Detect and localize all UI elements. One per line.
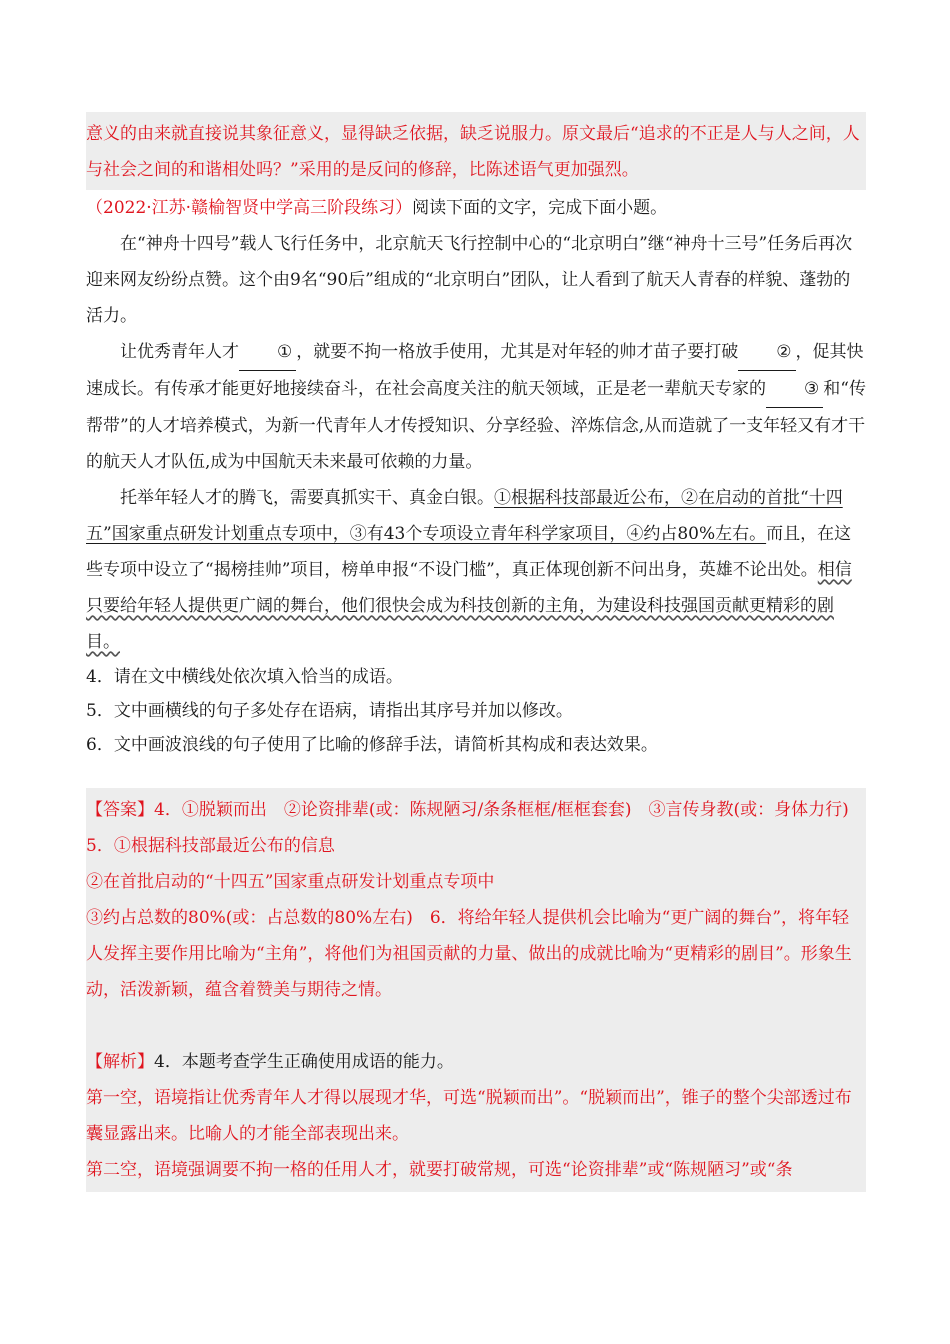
answer-block: [86, 788, 866, 1034]
passage-paragraph-3: [86, 480, 866, 660]
paragraph-2-part-b: ，就要不拘一格放手使用，尤其是对年轻的帅才苗子要打破: [296, 342, 739, 362]
paragraph-3-part-b: 而且，在这些专项中设立了“揭榜挂帅”项目，榜单申报“不设门槛”，真正体现创新不问出身，英雄不论出处。: [86, 524, 852, 580]
analysis-tag: 【解析】: [86, 1052, 154, 1072]
paragraph-2-part-a: 让优秀青年人才: [120, 342, 239, 362]
question-5: 5．文中画横线的句子多处存在语病，请指出其序号并加以修改。: [86, 701, 573, 721]
document-page: [86, 112, 866, 1192]
paragraph-2-part-c: ，促其快速成长。有传承才能更好地接续奋斗，在社会高度关注的航天领域，正是老一辈航天专家的: [86, 342, 864, 399]
answer-line-1-text: 4．①脱颖而出 ②论资排辈(或：陈规陋习/条条框框/框框套套) ③言传身教(或：身体力行) 5．①根据科技部最近公布的信息: [86, 800, 866, 856]
question-4: 4．请在文中横线处依次填入恰当的成语。: [86, 667, 403, 687]
passage-paragraph-2: [86, 334, 866, 480]
answer-line-1: [86, 792, 866, 864]
wavy-underlined-sentence: 相信只要给年轻人提供更广阔的舞台，他们很快会成为科技创新的主角，为建设科技强国贡献更精彩的剧目。: [86, 560, 852, 652]
analysis-block: [86, 1034, 866, 1192]
blank-3: ③: [766, 371, 823, 408]
underlined-sentence: ①根据科技部最近公布，②在启动的首批“十四五”国家重点研发计划重点专项中，③有43个专项设立青年科学家项目，④约占80%左右。: [86, 488, 843, 544]
analysis-line-2: 第一空，语境指让优秀青年人才得以展现才华，可选“脱颖而出”。“脱颖而出”，锥子的整个尖部透过布囊显露出来。比喻人的才能全部表现出来。: [86, 1088, 852, 1144]
blank-2: ②: [738, 334, 795, 371]
source-tag: （2022·江苏·赣榆智贤中学高三阶段练习）: [86, 198, 413, 218]
question-list: [86, 660, 866, 762]
previous-answer-text: 意义的由来就直接说其象征意义，显得缺乏依据，缺乏说服力。原文最后“追求的不正是人与人之间，人与社会之间的和谐相处吗？”采用的是反问的修辞，比陈述语气更加强烈。: [86, 124, 860, 180]
paragraph-2-part-d: 和“传帮带”的人才培养模式，为新一代青年人才传授知识、分享经验、淬炼信念,从而造就了一支年轻又有才干的航天人才队伍,成为中国航天未来最可依赖的力量。: [86, 379, 866, 472]
previous-answer-block: [86, 112, 866, 190]
question-6: 6．文中画波浪线的句子使用了比喻的修辞手法，请简析其构成和表达效果。: [86, 735, 658, 755]
source-instruction: 阅读下面的文字，完成下面小题。: [412, 198, 668, 218]
answer-tag: 【答案】: [86, 800, 154, 820]
analysis-line-3: 第二空，语境强调要不拘一格的任用人才，就要打破常规，可选“论资排辈”或“陈规陋习”或“条: [86, 1160, 793, 1180]
answer-line-3: ③约占总数的80%(或：占总数的80%左右) 6．将给年轻人提供机会比喻为“更广阔的舞台”，将年轻人发挥主要作用比喻为“主角”，将他们为祖国贡献的力量、做出的成就比喻为“更精彩的剧目”。形象生动，活泼新颖，蕴含着赞美与期待之情。: [86, 908, 852, 1000]
paragraph-3-part-a: 托举年轻人才的腾飞，需要真抓实干、真金白银。: [120, 488, 494, 508]
blank-1: ①: [239, 334, 296, 371]
question-source: [86, 190, 866, 226]
reading-passage: [86, 226, 866, 660]
analysis-line-1-text: 4．本题考查学生正确使用成语的能力。: [154, 1052, 454, 1072]
answer-line-2: ②在首批启动的“十四五”国家重点研发计划重点专项中: [86, 872, 495, 892]
passage-paragraph-1: 在“神舟十四号”载人飞行任务中，北京航天飞行控制中心的“北京明白”继“神舟十三号”任务后再次迎来网友纷纷点赞。这个由9名“90后”组成的“北京明白”团队，让人看到了航天人青春的样貌、蓬勃的活力。: [86, 234, 853, 326]
analysis-line-1: [86, 1044, 866, 1080]
